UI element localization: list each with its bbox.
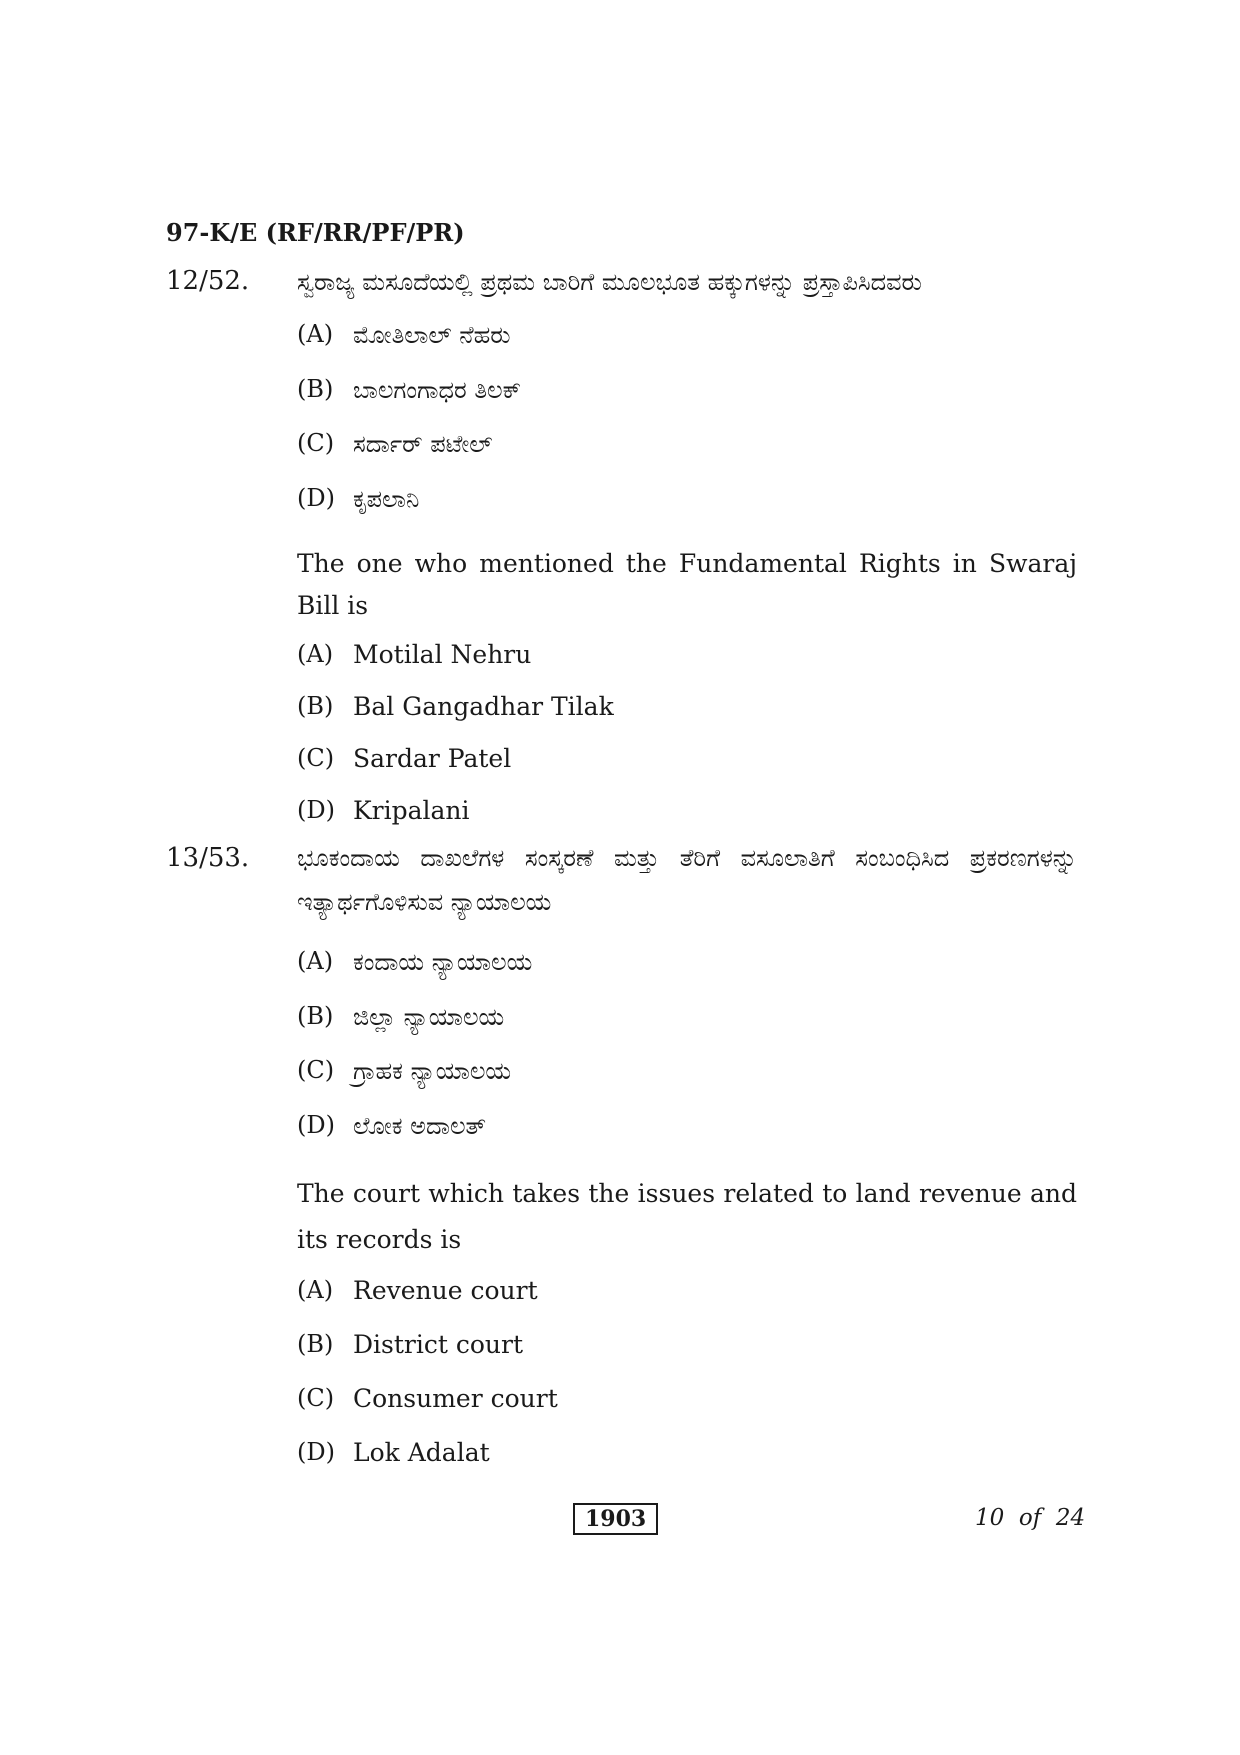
option-label: (D) xyxy=(297,1111,335,1139)
question-stem-english: The one who mentioned the Fundamental Rights in Swaraj Bill is xyxy=(297,549,1077,620)
option-label: (D) xyxy=(297,484,335,512)
document-code-header: 97-K/E (RF/RR/PF/PR) xyxy=(166,218,465,247)
option-label: (D) xyxy=(297,796,335,824)
option-text-english: Sardar Patel xyxy=(353,744,512,773)
option-text-english: Motilal Nehru xyxy=(353,640,532,669)
option-text-english: Bal Gangadhar Tilak xyxy=(353,692,614,721)
option-text-english: Consumer court xyxy=(353,1384,558,1413)
option-label: (D) xyxy=(297,1438,335,1466)
option-label: (A) xyxy=(297,947,334,975)
option-text-kannada: ಕೃಪಲಾನಿ xyxy=(353,485,420,513)
option-label: (C) xyxy=(297,1384,335,1412)
option-text-kannada: ಗ್ರಾಹಕ ನ್ಯಾಯಾಲಯ xyxy=(353,1057,512,1085)
page-number: 10 of 24 xyxy=(975,1505,1086,1531)
option-label: (B) xyxy=(297,1330,334,1358)
option-text-english: Lok Adalat xyxy=(353,1438,490,1467)
option-text-kannada: ಬಾಲಗಂಗಾಧರ ತಿಲಕ್ xyxy=(353,376,522,404)
option-text-kannada: ಕಂದಾಯ ನ್ಯಾಯಾಲಯ xyxy=(353,948,533,976)
option-text-english: Kripalani xyxy=(353,796,470,825)
question-number: 13/53. xyxy=(166,843,250,873)
option-label: (C) xyxy=(297,1056,335,1084)
option-label: (A) xyxy=(297,640,334,668)
option-text-english: District court xyxy=(353,1330,524,1359)
option-text-kannada: ಜಿಲ್ಲಾ ನ್ಯಾಯಾಲಯ xyxy=(353,1003,505,1031)
footer-booklet-code: 1903 xyxy=(573,1503,658,1535)
question-number: 12/52. xyxy=(166,266,250,296)
option-label: (C) xyxy=(297,744,335,772)
question-stem-kannada: ಭೂಕಂದಾಯ ದಾಖಲೆಗಳ ಸಂಸ್ಕರಣೆ ಮತ್ತು ತೆರಿಗೆ ವಸೂಲಾತಿಗೆ ಸಂಬಂಧಿಸಿದ ಪ್ರಕರಣಗಳನ್ನು ಇತ್ಯಾರ್ಥಗೊಳಿಸುವ ನ್ಯಾಯಾಲಯ xyxy=(297,844,1077,916)
option-label: (B) xyxy=(297,1002,334,1030)
question-stem-kannada: ಸ್ವರಾಜ್ಯ ಮಸೂದೆಯಲ್ಲಿ ಪ್ರಥಮ ಬಾರಿಗೆ ಮೂಲಭೂತ ಹಕ್ಕುಗಳನ್ನು ಪ್ರಸ್ತಾಪಿಸಿದವರು xyxy=(297,268,922,296)
option-text-kannada: ಸರ್ದಾರ್ ಪಟೇಲ್ xyxy=(353,430,493,458)
option-label: (B) xyxy=(297,375,334,403)
option-label: (B) xyxy=(297,692,334,720)
option-text-kannada: ಮೋತಿಲಾಲ್ ನೆಹರು xyxy=(353,321,511,349)
option-text-kannada: ಲೋಕ ಅದಾಲತ್ xyxy=(353,1112,487,1140)
option-label: (C) xyxy=(297,429,335,457)
option-label: (A) xyxy=(297,1276,334,1304)
option-label: (A) xyxy=(297,320,334,348)
option-text-english: Revenue court xyxy=(353,1276,538,1305)
question-stem-english: The court which takes the issues related to land revenue and its records is xyxy=(297,1179,1077,1254)
